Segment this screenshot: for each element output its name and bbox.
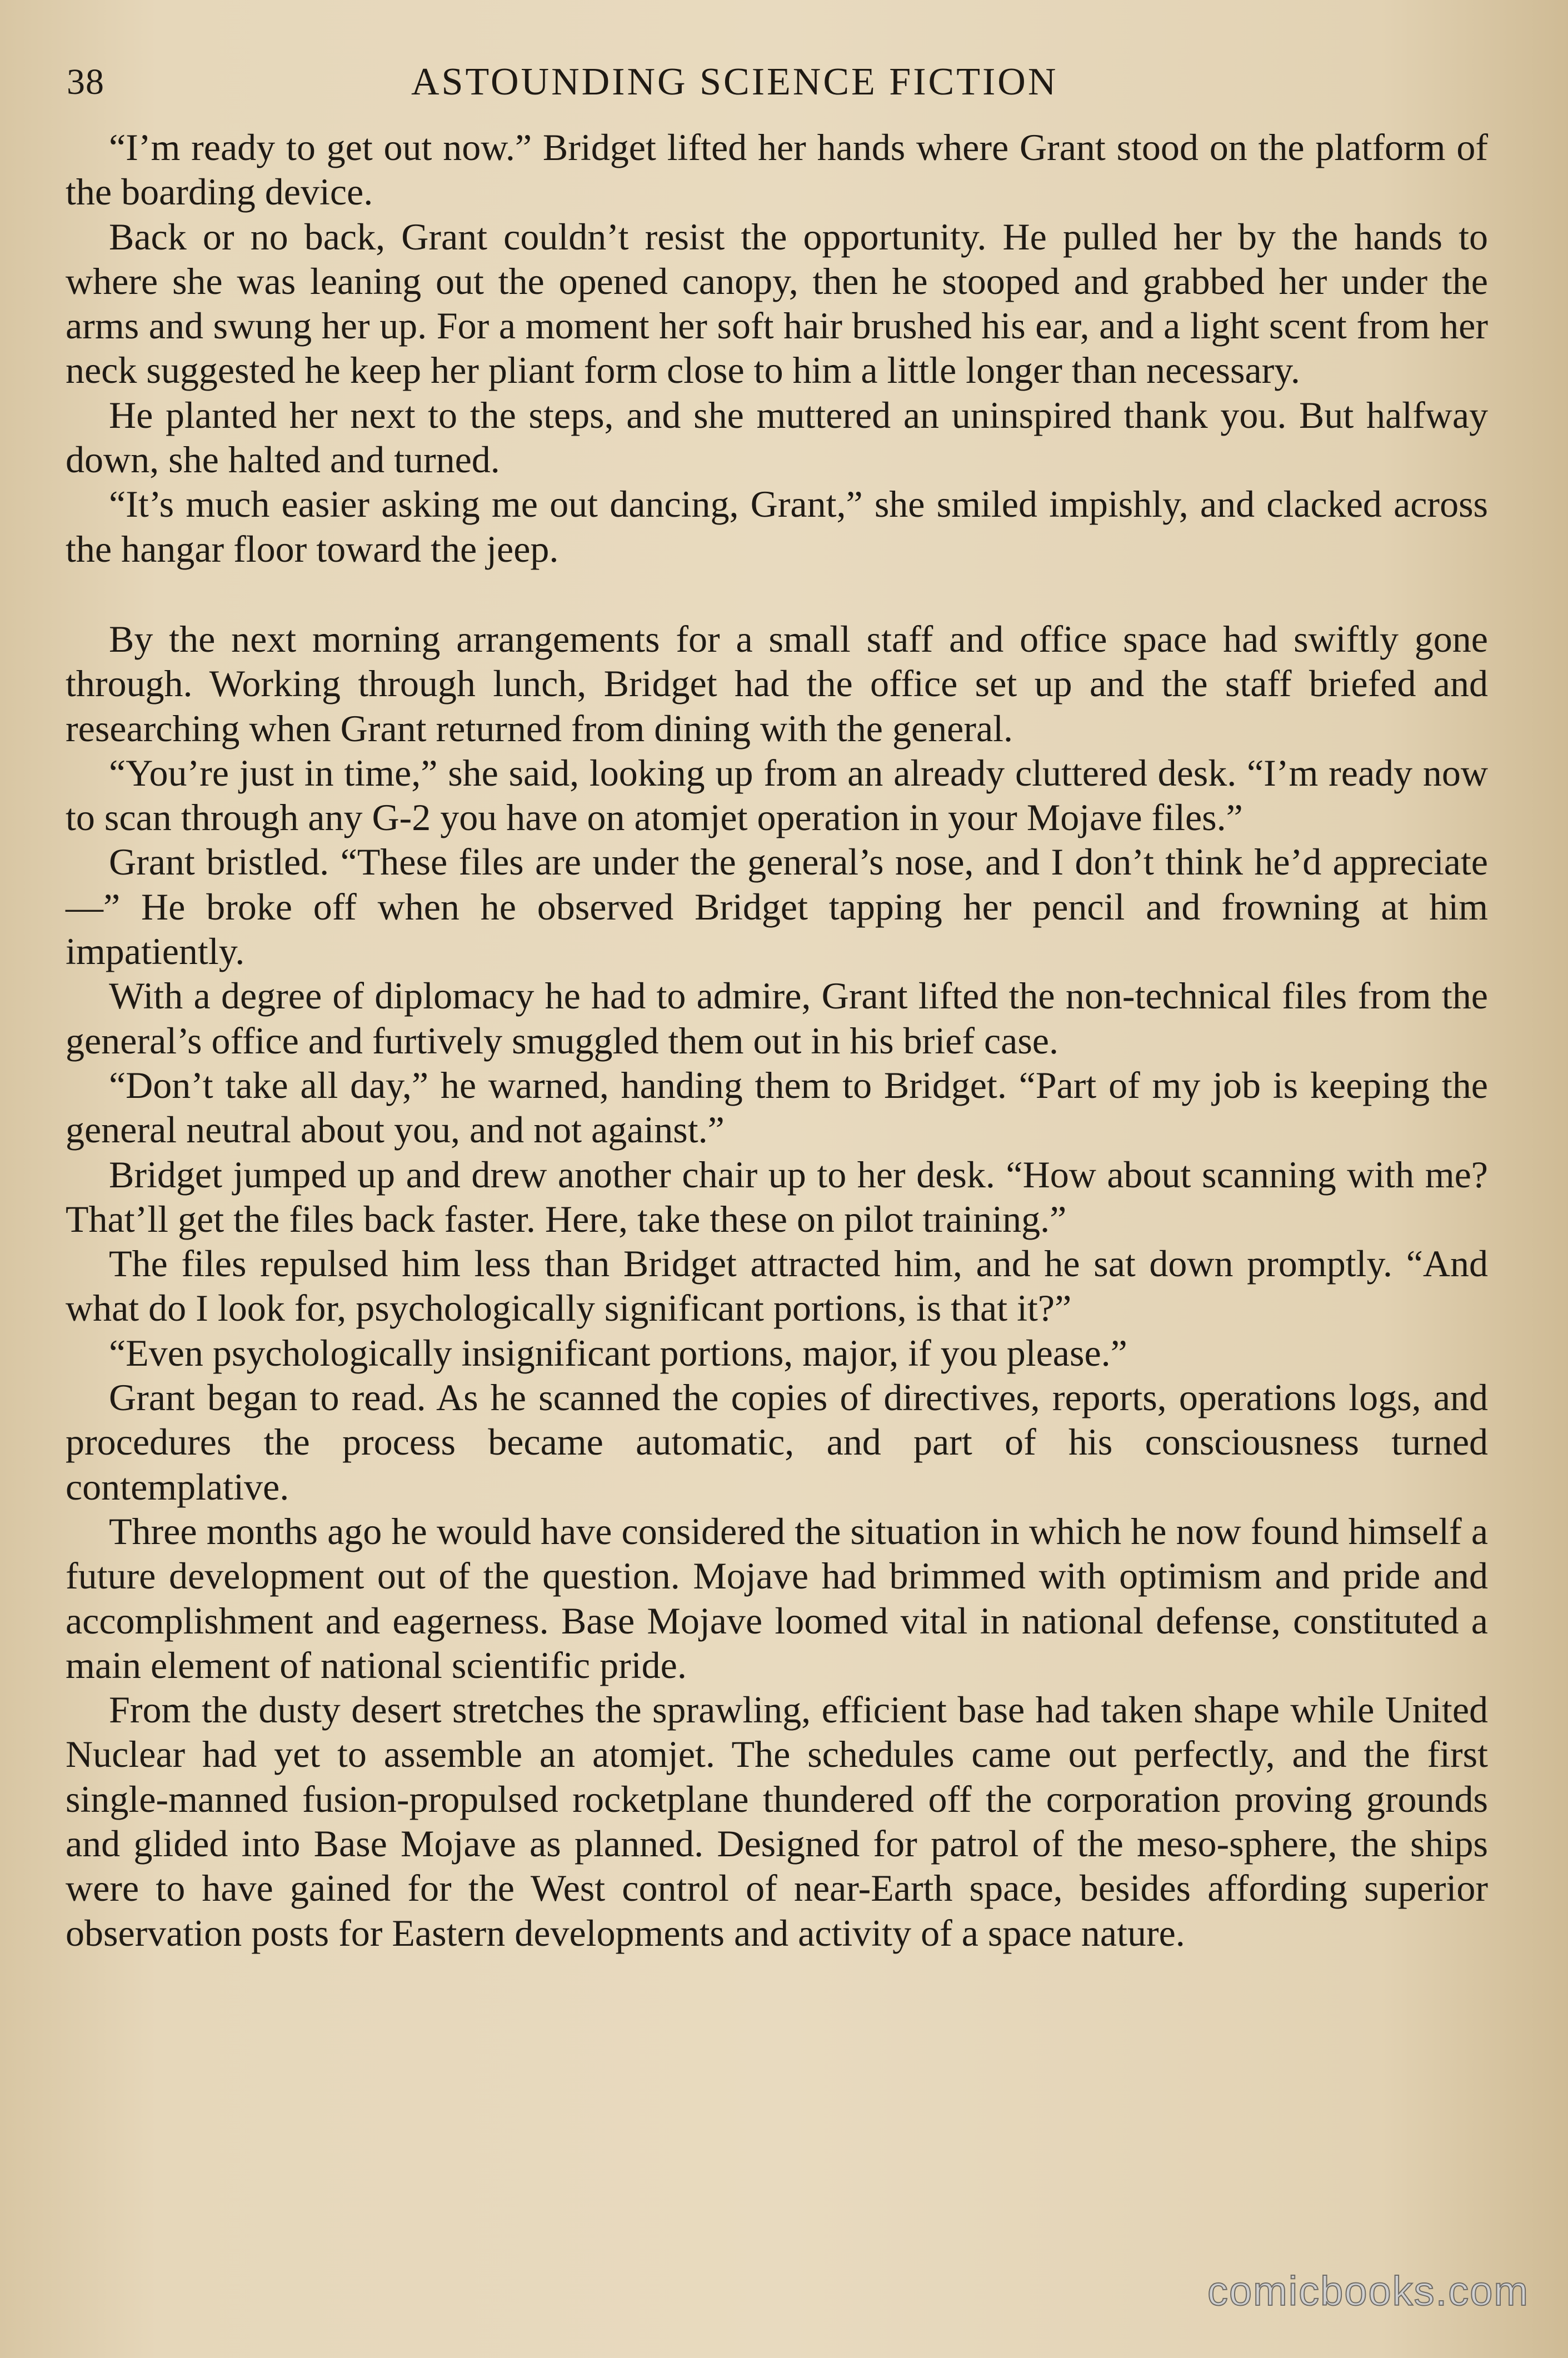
paragraph: “Don’t take all day,” he warned, handing them to Bridget. “Part of my job is keeping the general neutral about you, and not against.” [66,1063,1488,1151]
section-break [66,571,1488,617]
page-number: 38 [67,62,104,102]
paragraph: “Even psychologically insignificant portions, major, if you please.” [109,1331,1127,1374]
story-text [66,125,1488,1955]
site-watermark: comicbooks.com [1207,2268,1529,2314]
paragraph: With a degree of diplomacy he had to admire, Grant lifted the non-technical files from the general’s office and furtively smuggled them out in his brief case. [66,975,1488,1062]
paragraph: From the dusty desert stretches the sprawling, efficient base had taken shape while United Nuclear had yet to assemble an atomjet. The schedules came out perfectly, and the first single-manned fusion-propulsed rocketplane thundered off the corporation proving grounds and glided into Base Mojave as planned. Designed for patrol of the meso-sphere, the ships were to have gained for the West control of near-Earth space, besides affording superior observation posts for Eastern developments and activity of a space nature. [66,1688,1488,1954]
paragraph: “I’m ready to get out now.” Bridget lifted her hands where Grant stood on the platform of the boarding device. [66,126,1488,213]
paragraph: “You’re just in time,” she said, looking up from an already cluttered desk. “I’m ready now to scan through any G-2 you have on atomjet operation in your Mojave files.” [66,751,1488,839]
paragraph: “It’s much easier asking me out dancing, Grant,” she smiled impishly, and clacked across the hangar floor toward the jeep. [66,483,1488,570]
paragraph: The files repulsed him less than Bridget attracted him, and he sat down promptly. “And what do I look for, psychologically significant portions, is that it?” [66,1242,1488,1330]
paragraph: By the next morning arrangements for a small staff and office space had swiftly gone through. Working through lunch, Bridget had the office set up and the staff briefed and researching when Grant returned from dining with the general. [66,617,1488,750]
paragraph: Three months ago he would have considered the situation in which he now found himself a future development out of the question. Mojave had brimmed with optimism and pride and accomplishment and eagerness. Base Mojave loomed vital in national defense, constituted a main element of national scientific pride. [66,1510,1488,1686]
paragraph: Bridget jumped up and drew another chair up to her desk. “How about scanning with me? That’ll get the files back faster. Here, take these on pilot training.” [66,1153,1488,1240]
paragraph: Grant bristled. “These files are under the general’s nose, and I don’t think he’d appreciate—” He broke off when he observed Bridget tapping her pencil and frowning at him impatiently. [66,841,1488,973]
running-title: ASTOUNDING SCIENCE FICTION [411,61,1058,103]
paragraph: Back or no back, Grant couldn’t resist the opportunity. He pulled her by the hands to where she was leaning out the opened canopy, then he stooped and grabbed her under the arms and swung her up. For a moment her soft hair brushed his ear, and a light scent from her neck suggested he keep her pliant form close to him a little longer than necessary. [66,215,1488,392]
paragraph: Grant began to read. As he scanned the copies of directives, reports, operations logs, and procedures the process became automatic, and part of his consciousness turned contemplative. [66,1376,1488,1508]
paragraph: He planted her next to the steps, and she muttered an uninspired thank you. But halfway down, she halted and turned. [66,393,1488,481]
page-header [67,56,1489,122]
